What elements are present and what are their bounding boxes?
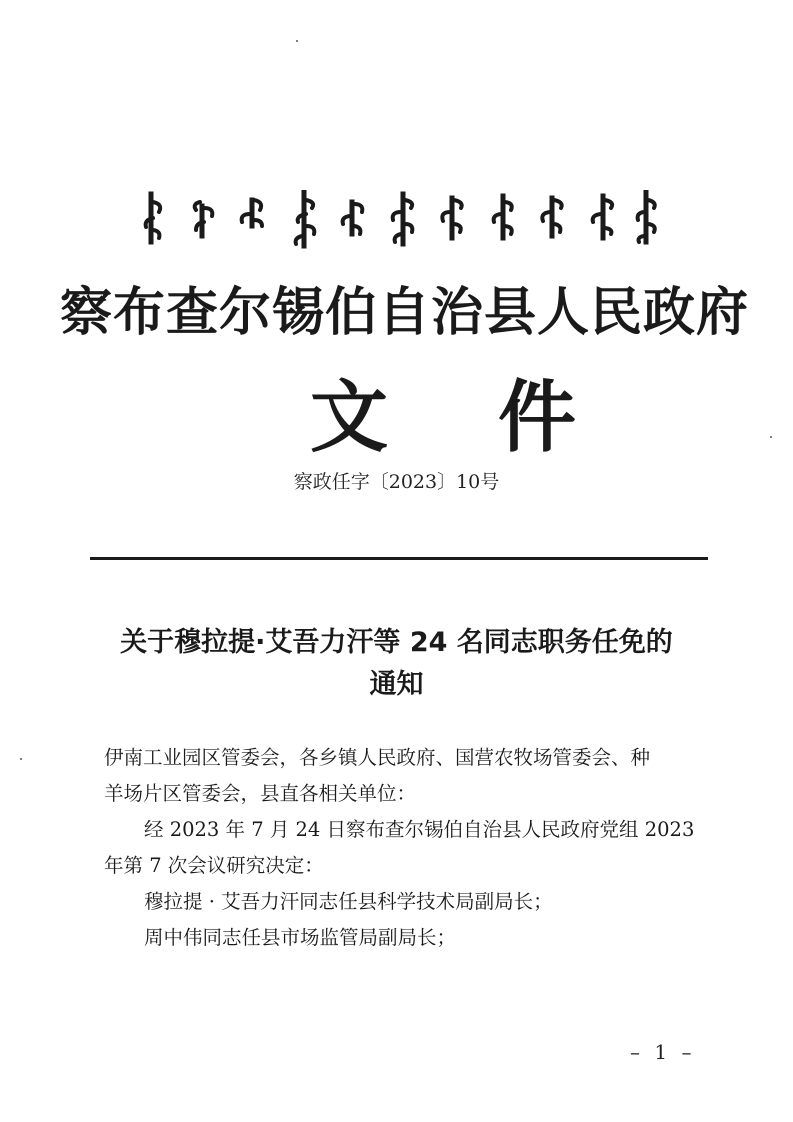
document-type-label: 文件	[310, 373, 687, 463]
appointment-item: 穆拉提 · 艾吾力汗同志任县科学技术局副局长；	[144, 890, 553, 913]
header-divider-line	[90, 557, 708, 560]
decision-line-1: 经 2023 年 7 月 24 日察布查尔锡伯自治县人民政府党组 2023	[144, 818, 695, 841]
recipients-line-2: 羊场片区管委会，县直各相关单位：	[104, 782, 417, 805]
notice-body	[104, 740, 696, 956]
decision-line-2: 年第 7 次会议研究决定：	[104, 854, 324, 877]
notice-title-line-2: 通知	[369, 669, 424, 700]
page-number: – 1 –	[630, 1040, 696, 1064]
document-number: 察政任字〔2023〕10号	[293, 471, 500, 493]
scan-speck	[296, 40, 298, 42]
mongolian-title	[130, 190, 660, 250]
mongolian-script-glyphs	[130, 190, 660, 250]
notice-title	[90, 622, 703, 706]
scan-speck	[770, 436, 772, 438]
issuing-organization-title: 察布查尔锡伯自治县人民政府	[60, 283, 750, 343]
recipients-line-1: 伊南工业园区管委会，各乡镇人民政府、国营农牧场管委会、种	[104, 746, 651, 769]
notice-title-line-1: 关于穆拉提·艾吾力汗等 24 名同志职务任免的	[120, 627, 673, 658]
scan-speck	[20, 758, 22, 760]
appointment-item: 周中伟同志任县市场监管局副局长；	[144, 926, 457, 949]
